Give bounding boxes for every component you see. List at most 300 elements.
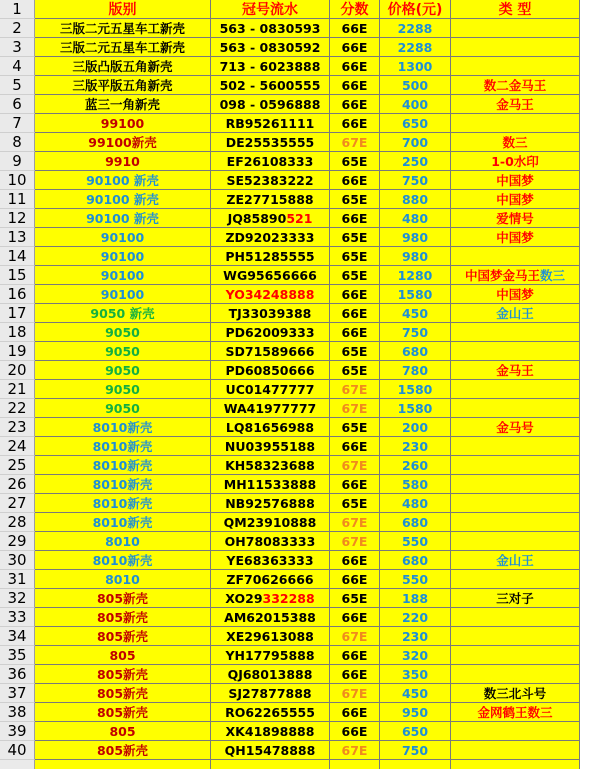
batch-cell[interactable]: 805新壳 xyxy=(35,684,211,703)
table-row xyxy=(0,551,590,570)
price-cell[interactable]: 1580 xyxy=(380,399,451,418)
price-cell[interactable]: 750 xyxy=(380,171,451,190)
row-number[interactable]: 31 xyxy=(0,570,35,589)
header-row xyxy=(0,0,590,19)
type-cell[interactable]: 金网鹤王数三 xyxy=(451,703,580,722)
serial-part: RB95261111 xyxy=(225,115,315,131)
row-number[interactable]: 4 xyxy=(0,57,35,76)
type-cell[interactable] xyxy=(451,323,580,342)
table-row xyxy=(0,646,590,665)
row-number[interactable]: 3 xyxy=(0,38,35,57)
score-cell[interactable]: 67E xyxy=(330,380,380,399)
table-row xyxy=(0,247,590,266)
price-cell[interactable]: 980 xyxy=(380,228,451,247)
price-cell[interactable]: 980 xyxy=(380,247,451,266)
row-number[interactable]: 39 xyxy=(0,722,35,741)
type-cell[interactable]: 数二金马王 xyxy=(451,76,580,95)
price-cell[interactable]: 650 xyxy=(380,722,451,741)
type-cell[interactable] xyxy=(451,247,580,266)
serial-cell[interactable] xyxy=(211,266,330,285)
row-number[interactable]: 35 xyxy=(0,646,35,665)
score-cell[interactable]: 65E xyxy=(330,228,380,247)
type-cell[interactable]: 金马号 xyxy=(451,418,580,437)
type-cell[interactable] xyxy=(451,494,580,513)
table-row xyxy=(0,266,590,285)
score-cell[interactable]: 67E xyxy=(330,627,380,646)
type-cell[interactable]: 1-0水印 xyxy=(451,152,580,171)
type-cell[interactable] xyxy=(451,741,580,760)
score-cell[interactable]: 67E xyxy=(330,133,380,152)
row-number[interactable]: 37 xyxy=(0,684,35,703)
serial-cell[interactable] xyxy=(211,304,330,323)
score-cell[interactable]: 66E xyxy=(330,551,380,570)
serial-cell[interactable] xyxy=(211,342,330,361)
serial-cell[interactable] xyxy=(211,532,330,551)
header-price[interactable]: 价格(元) xyxy=(380,0,451,19)
serial-cell[interactable] xyxy=(211,551,330,570)
score-cell[interactable]: 66E xyxy=(330,323,380,342)
row-number[interactable]: 33 xyxy=(0,608,35,627)
score-cell[interactable]: 66E xyxy=(330,209,380,228)
row-number[interactable]: 32 xyxy=(0,589,35,608)
type-cell[interactable] xyxy=(451,456,580,475)
type-part: 数三 xyxy=(540,268,566,283)
serial-cell[interactable] xyxy=(211,665,330,684)
score-cell[interactable]: 65E xyxy=(330,190,380,209)
row-number[interactable]: 34 xyxy=(0,627,35,646)
batch-cell[interactable]: 90100 新壳 xyxy=(35,190,211,209)
serial-part: 713 - 6023888 xyxy=(219,58,321,74)
score-cell[interactable]: 67E xyxy=(330,456,380,475)
type-cell[interactable]: 金山王 xyxy=(451,551,580,570)
price-cell[interactable]: 450 xyxy=(380,684,451,703)
table-row xyxy=(0,57,590,76)
type-cell[interactable]: 中国梦 xyxy=(451,285,580,304)
serial-cell[interactable] xyxy=(211,646,330,665)
serial-cell[interactable] xyxy=(211,494,330,513)
row-number[interactable] xyxy=(0,760,35,769)
batch-cell[interactable]: 8010 xyxy=(35,570,211,589)
serial-cell[interactable] xyxy=(211,247,330,266)
serial-cell[interactable] xyxy=(211,437,330,456)
serial-part: PD60850666 xyxy=(225,362,315,378)
batch-cell[interactable]: 90100 xyxy=(35,228,211,247)
price-cell[interactable]: 500 xyxy=(380,76,451,95)
row-number[interactable]: 9 xyxy=(0,152,35,171)
price-cell[interactable]: 680 xyxy=(380,513,451,532)
serial-cell[interactable] xyxy=(211,38,330,57)
type-cell[interactable]: 数三 xyxy=(451,133,580,152)
header-batch[interactable]: 版别 xyxy=(35,0,211,19)
batch-cell[interactable]: 90100 xyxy=(35,266,211,285)
row-number[interactable]: 26 xyxy=(0,475,35,494)
score-cell[interactable]: 67E xyxy=(330,399,380,418)
price-cell[interactable]: 450 xyxy=(380,304,451,323)
serial-cell[interactable] xyxy=(211,285,330,304)
table-row xyxy=(0,361,590,380)
score-cell[interactable]: 67E xyxy=(330,684,380,703)
serial-cell[interactable] xyxy=(211,570,330,589)
serial-part: DE25535555 xyxy=(225,134,315,150)
batch-cell[interactable]: 9910 xyxy=(35,152,211,171)
table-row xyxy=(0,285,590,304)
price-cell[interactable]: 1280 xyxy=(380,266,451,285)
table-row xyxy=(0,456,590,475)
row-number[interactable]: 36 xyxy=(0,665,35,684)
batch-cell[interactable]: 9050 xyxy=(35,380,211,399)
table-row xyxy=(0,114,590,133)
serial-part: RO62265555 xyxy=(225,704,315,720)
price-cell[interactable]: 750 xyxy=(380,323,451,342)
header-score[interactable]: 分数 xyxy=(330,0,380,19)
serial-cell[interactable] xyxy=(211,190,330,209)
cell[interactable] xyxy=(451,760,580,769)
serial-part: SJ27877888 xyxy=(228,685,312,701)
row-number[interactable]: 7 xyxy=(0,114,35,133)
type-cell[interactable]: 金马王 xyxy=(451,361,580,380)
serial-cell[interactable] xyxy=(211,114,330,133)
score-cell[interactable]: 67E xyxy=(330,513,380,532)
batch-cell[interactable]: 8010新壳 xyxy=(35,494,211,513)
table-row xyxy=(0,475,590,494)
row-number[interactable]: 14 xyxy=(0,247,35,266)
type-cell[interactable] xyxy=(451,722,580,741)
row-number[interactable]: 16 xyxy=(0,285,35,304)
type-cell[interactable] xyxy=(451,114,580,133)
price-cell[interactable]: 2288 xyxy=(380,38,451,57)
serial-cell[interactable] xyxy=(211,171,330,190)
type-cell[interactable] xyxy=(451,437,580,456)
serial-cell[interactable] xyxy=(211,722,330,741)
row-number[interactable]: 38 xyxy=(0,703,35,722)
price-cell[interactable]: 1580 xyxy=(380,285,451,304)
price-cell[interactable]: 1300 xyxy=(380,57,451,76)
row-number[interactable]: 15 xyxy=(0,266,35,285)
batch-cell[interactable]: 8010新壳 xyxy=(35,475,211,494)
batch-cell[interactable]: 三版二元五星车工新壳 xyxy=(35,19,211,38)
price-cell[interactable]: 250 xyxy=(380,152,451,171)
serial-cell[interactable] xyxy=(211,418,330,437)
cell[interactable] xyxy=(330,760,380,769)
table-row xyxy=(0,76,590,95)
batch-cell[interactable]: 805 xyxy=(35,646,211,665)
batch-cell[interactable]: 9050 xyxy=(35,342,211,361)
batch-cell[interactable]: 9050 xyxy=(35,399,211,418)
score-cell[interactable]: 66E xyxy=(330,665,380,684)
serial-part: KH58323688 xyxy=(225,457,315,473)
row-number[interactable]: 28 xyxy=(0,513,35,532)
table-row xyxy=(0,95,590,114)
table-row xyxy=(0,703,590,722)
score-cell[interactable]: 65E xyxy=(330,342,380,361)
price-cell[interactable]: 680 xyxy=(380,342,451,361)
type-cell[interactable]: 三对子 xyxy=(451,589,580,608)
type-cell[interactable] xyxy=(451,266,580,285)
table-row xyxy=(0,722,590,741)
row-number[interactable]: 29 xyxy=(0,532,35,551)
table-row xyxy=(0,323,590,342)
score-cell[interactable]: 66E xyxy=(330,608,380,627)
price-cell[interactable]: 480 xyxy=(380,209,451,228)
price-cell[interactable]: 200 xyxy=(380,418,451,437)
score-cell[interactable]: 66E xyxy=(330,285,380,304)
type-cell[interactable] xyxy=(451,570,580,589)
row-number[interactable]: 13 xyxy=(0,228,35,247)
batch-cell[interactable]: 蓝三一角新壳 xyxy=(35,95,211,114)
price-cell[interactable]: 650 xyxy=(380,114,451,133)
batch-cell[interactable]: 99100新壳 xyxy=(35,133,211,152)
type-cell[interactable] xyxy=(451,38,580,57)
serial-cell[interactable] xyxy=(211,608,330,627)
table-body xyxy=(0,19,590,760)
serial-part: YO34248888 xyxy=(225,286,315,302)
serial-cell[interactable] xyxy=(211,152,330,171)
row-number[interactable]: 25 xyxy=(0,456,35,475)
table-row xyxy=(0,627,590,646)
score-cell[interactable]: 66E xyxy=(330,171,380,190)
type-cell[interactable] xyxy=(451,665,580,684)
serial-part: ZE27715888 xyxy=(226,191,314,207)
serial-part: NU03955188 xyxy=(224,438,316,454)
serial-cell[interactable] xyxy=(211,380,330,399)
serial-cell[interactable] xyxy=(211,133,330,152)
price-cell[interactable]: 550 xyxy=(380,570,451,589)
batch-cell[interactable]: 805 xyxy=(35,722,211,741)
score-cell[interactable]: 65E xyxy=(330,152,380,171)
serial-cell[interactable] xyxy=(211,589,330,608)
score-cell[interactable]: 66E xyxy=(330,57,380,76)
price-cell[interactable]: 350 xyxy=(380,665,451,684)
serial-part: 563 - 0830593 xyxy=(219,20,321,36)
score-cell[interactable]: 66E xyxy=(330,475,380,494)
serial-part: 332288 xyxy=(262,590,315,606)
batch-cell[interactable]: 99100 xyxy=(35,114,211,133)
serial-part: TJ33039388 xyxy=(228,305,312,321)
batch-cell[interactable]: 9050 新壳 xyxy=(35,304,211,323)
serial-cell[interactable] xyxy=(211,209,330,228)
partial-row xyxy=(0,760,590,769)
row-number[interactable]: 5 xyxy=(0,76,35,95)
batch-cell[interactable]: 9050 xyxy=(35,323,211,342)
price-cell[interactable]: 780 xyxy=(380,361,451,380)
score-cell[interactable]: 66E xyxy=(330,437,380,456)
type-cell[interactable] xyxy=(451,399,580,418)
row-number[interactable]: 18 xyxy=(0,323,35,342)
batch-cell[interactable]: 8010新壳 xyxy=(35,513,211,532)
batch-cell[interactable]: 8010新壳 xyxy=(35,551,211,570)
serial-part: WG95656666 xyxy=(223,267,317,283)
score-cell[interactable]: 65E xyxy=(330,589,380,608)
type-cell[interactable] xyxy=(451,57,580,76)
table-row xyxy=(0,513,590,532)
serial-part: YH17795888 xyxy=(225,647,315,663)
type-cell[interactable] xyxy=(451,342,580,361)
row-number[interactable]: 23 xyxy=(0,418,35,437)
row-number[interactable]: 8 xyxy=(0,133,35,152)
score-cell[interactable]: 66E xyxy=(330,304,380,323)
serial-cell[interactable] xyxy=(211,76,330,95)
table-row xyxy=(0,741,590,760)
serial-part: OH78083333 xyxy=(224,533,316,549)
batch-cell[interactable]: 三版二元五星车工新壳 xyxy=(35,38,211,57)
row-number[interactable]: 19 xyxy=(0,342,35,361)
score-cell[interactable]: 66E xyxy=(330,570,380,589)
table-row xyxy=(0,209,590,228)
score-cell[interactable]: 67E xyxy=(330,741,380,760)
batch-cell[interactable]: 三版平版五角新壳 xyxy=(35,76,211,95)
serial-part: XE29613088 xyxy=(226,628,314,644)
batch-cell[interactable]: 805新壳 xyxy=(35,608,211,627)
batch-cell[interactable]: 8010新壳 xyxy=(35,456,211,475)
score-cell[interactable]: 66E xyxy=(330,114,380,133)
type-cell[interactable] xyxy=(451,627,580,646)
price-cell[interactable]: 2288 xyxy=(380,19,451,38)
serial-cell[interactable] xyxy=(211,228,330,247)
price-cell[interactable]: 400 xyxy=(380,95,451,114)
cell[interactable] xyxy=(211,760,330,769)
price-cell[interactable]: 550 xyxy=(380,532,451,551)
row-number[interactable]: 2 xyxy=(0,19,35,38)
score-cell[interactable]: 65E xyxy=(330,361,380,380)
serial-cell[interactable] xyxy=(211,475,330,494)
header-serial[interactable]: 冠号流水 xyxy=(211,0,330,19)
row-number[interactable]: 27 xyxy=(0,494,35,513)
serial-cell[interactable] xyxy=(211,684,330,703)
row-number[interactable]: 20 xyxy=(0,361,35,380)
serial-cell[interactable] xyxy=(211,19,330,38)
type-cell[interactable] xyxy=(451,380,580,399)
row-number[interactable]: 22 xyxy=(0,399,35,418)
batch-cell[interactable]: 805新壳 xyxy=(35,741,211,760)
serial-cell[interactable] xyxy=(211,399,330,418)
score-cell[interactable]: 65E xyxy=(330,266,380,285)
serial-cell[interactable] xyxy=(211,361,330,380)
type-cell[interactable] xyxy=(451,608,580,627)
price-cell[interactable]: 950 xyxy=(380,703,451,722)
row-number[interactable]: 21 xyxy=(0,380,35,399)
type-cell[interactable]: 数三北斗号 xyxy=(451,684,580,703)
type-cell[interactable]: 金马王 xyxy=(451,95,580,114)
batch-cell[interactable]: 8010 xyxy=(35,532,211,551)
score-cell[interactable]: 65E xyxy=(330,418,380,437)
batch-cell[interactable]: 90100 新壳 xyxy=(35,171,211,190)
batch-cell[interactable]: 805新壳 xyxy=(35,589,211,608)
serial-part: UC01477777 xyxy=(225,381,315,397)
serial-part: QH15478888 xyxy=(224,742,316,758)
batch-cell[interactable]: 90100 xyxy=(35,285,211,304)
serial-cell[interactable] xyxy=(211,95,330,114)
table-row xyxy=(0,608,590,627)
serial-part: SD71589666 xyxy=(225,343,315,359)
price-cell[interactable]: 320 xyxy=(380,646,451,665)
type-cell[interactable]: 金山王 xyxy=(451,304,580,323)
table-row xyxy=(0,19,590,38)
score-cell[interactable]: 65E xyxy=(330,247,380,266)
type-cell[interactable] xyxy=(451,19,580,38)
type-cell[interactable]: 爱情号 xyxy=(451,209,580,228)
row-number[interactable]: 40 xyxy=(0,741,35,760)
table-row xyxy=(0,380,590,399)
cell[interactable] xyxy=(35,760,211,769)
serial-cell[interactable] xyxy=(211,323,330,342)
row-number[interactable]: 1 xyxy=(0,0,35,19)
serial-part: PD62009333 xyxy=(225,324,315,340)
table-row xyxy=(0,304,590,323)
price-cell[interactable]: 230 xyxy=(380,437,451,456)
price-cell[interactable]: 580 xyxy=(380,475,451,494)
serial-cell[interactable] xyxy=(211,57,330,76)
type-cell[interactable] xyxy=(451,646,580,665)
serial-cell[interactable] xyxy=(211,456,330,475)
batch-cell[interactable]: 805新壳 xyxy=(35,627,211,646)
serial-cell[interactable] xyxy=(211,741,330,760)
batch-cell[interactable]: 9050 xyxy=(35,361,211,380)
serial-cell[interactable] xyxy=(211,513,330,532)
serial-part: 521 xyxy=(286,210,313,226)
batch-cell[interactable]: 三版凸版五角新壳 xyxy=(35,57,211,76)
type-cell[interactable]: 中国梦 xyxy=(451,228,580,247)
price-cell[interactable]: 480 xyxy=(380,494,451,513)
type-cell[interactable] xyxy=(451,532,580,551)
price-cell[interactable]: 220 xyxy=(380,608,451,627)
serial-part: JQ85890 xyxy=(227,210,287,226)
batch-cell[interactable]: 8010新壳 xyxy=(35,418,211,437)
price-cell[interactable]: 188 xyxy=(380,589,451,608)
score-cell[interactable]: 66E xyxy=(330,722,380,741)
score-cell[interactable]: 66E xyxy=(330,95,380,114)
price-cell[interactable]: 260 xyxy=(380,456,451,475)
serial-part: AM62015388 xyxy=(224,609,316,625)
row-number[interactable]: 17 xyxy=(0,304,35,323)
type-cell[interactable] xyxy=(451,475,580,494)
header-type[interactable]: 类 型 xyxy=(451,0,580,19)
price-cell[interactable]: 1580 xyxy=(380,380,451,399)
score-cell[interactable]: 66E xyxy=(330,76,380,95)
row-number[interactable]: 11 xyxy=(0,190,35,209)
batch-cell[interactable]: 90100 新壳 xyxy=(35,209,211,228)
serial-cell[interactable] xyxy=(211,627,330,646)
score-cell[interactable]: 66E xyxy=(330,38,380,57)
price-cell[interactable]: 680 xyxy=(380,551,451,570)
table-row xyxy=(0,399,590,418)
price-cell[interactable]: 700 xyxy=(380,133,451,152)
type-cell[interactable] xyxy=(451,513,580,532)
serial-part: NB92576888 xyxy=(225,495,315,511)
row-number[interactable]: 12 xyxy=(0,209,35,228)
batch-cell[interactable]: 90100 xyxy=(35,247,211,266)
batch-cell[interactable]: 8010新壳 xyxy=(35,437,211,456)
cell[interactable] xyxy=(380,760,451,769)
batch-cell[interactable]: 805新壳 xyxy=(35,703,211,722)
serial-cell[interactable] xyxy=(211,703,330,722)
type-cell[interactable]: 中国梦 xyxy=(451,171,580,190)
batch-cell[interactable]: 805新壳 xyxy=(35,665,211,684)
price-cell[interactable]: 880 xyxy=(380,190,451,209)
score-cell[interactable]: 66E xyxy=(330,19,380,38)
type-cell[interactable]: 中国梦 xyxy=(451,190,580,209)
row-number[interactable]: 10 xyxy=(0,171,35,190)
score-cell[interactable]: 66E xyxy=(330,703,380,722)
table-row xyxy=(0,589,590,608)
row-number[interactable]: 24 xyxy=(0,437,35,456)
score-cell[interactable]: 65E xyxy=(330,494,380,513)
score-cell[interactable]: 66E xyxy=(330,646,380,665)
row-number[interactable]: 6 xyxy=(0,95,35,114)
price-cell[interactable]: 750 xyxy=(380,741,451,760)
row-number[interactable]: 30 xyxy=(0,551,35,570)
score-cell[interactable]: 67E xyxy=(330,532,380,551)
price-cell[interactable]: 230 xyxy=(380,627,451,646)
